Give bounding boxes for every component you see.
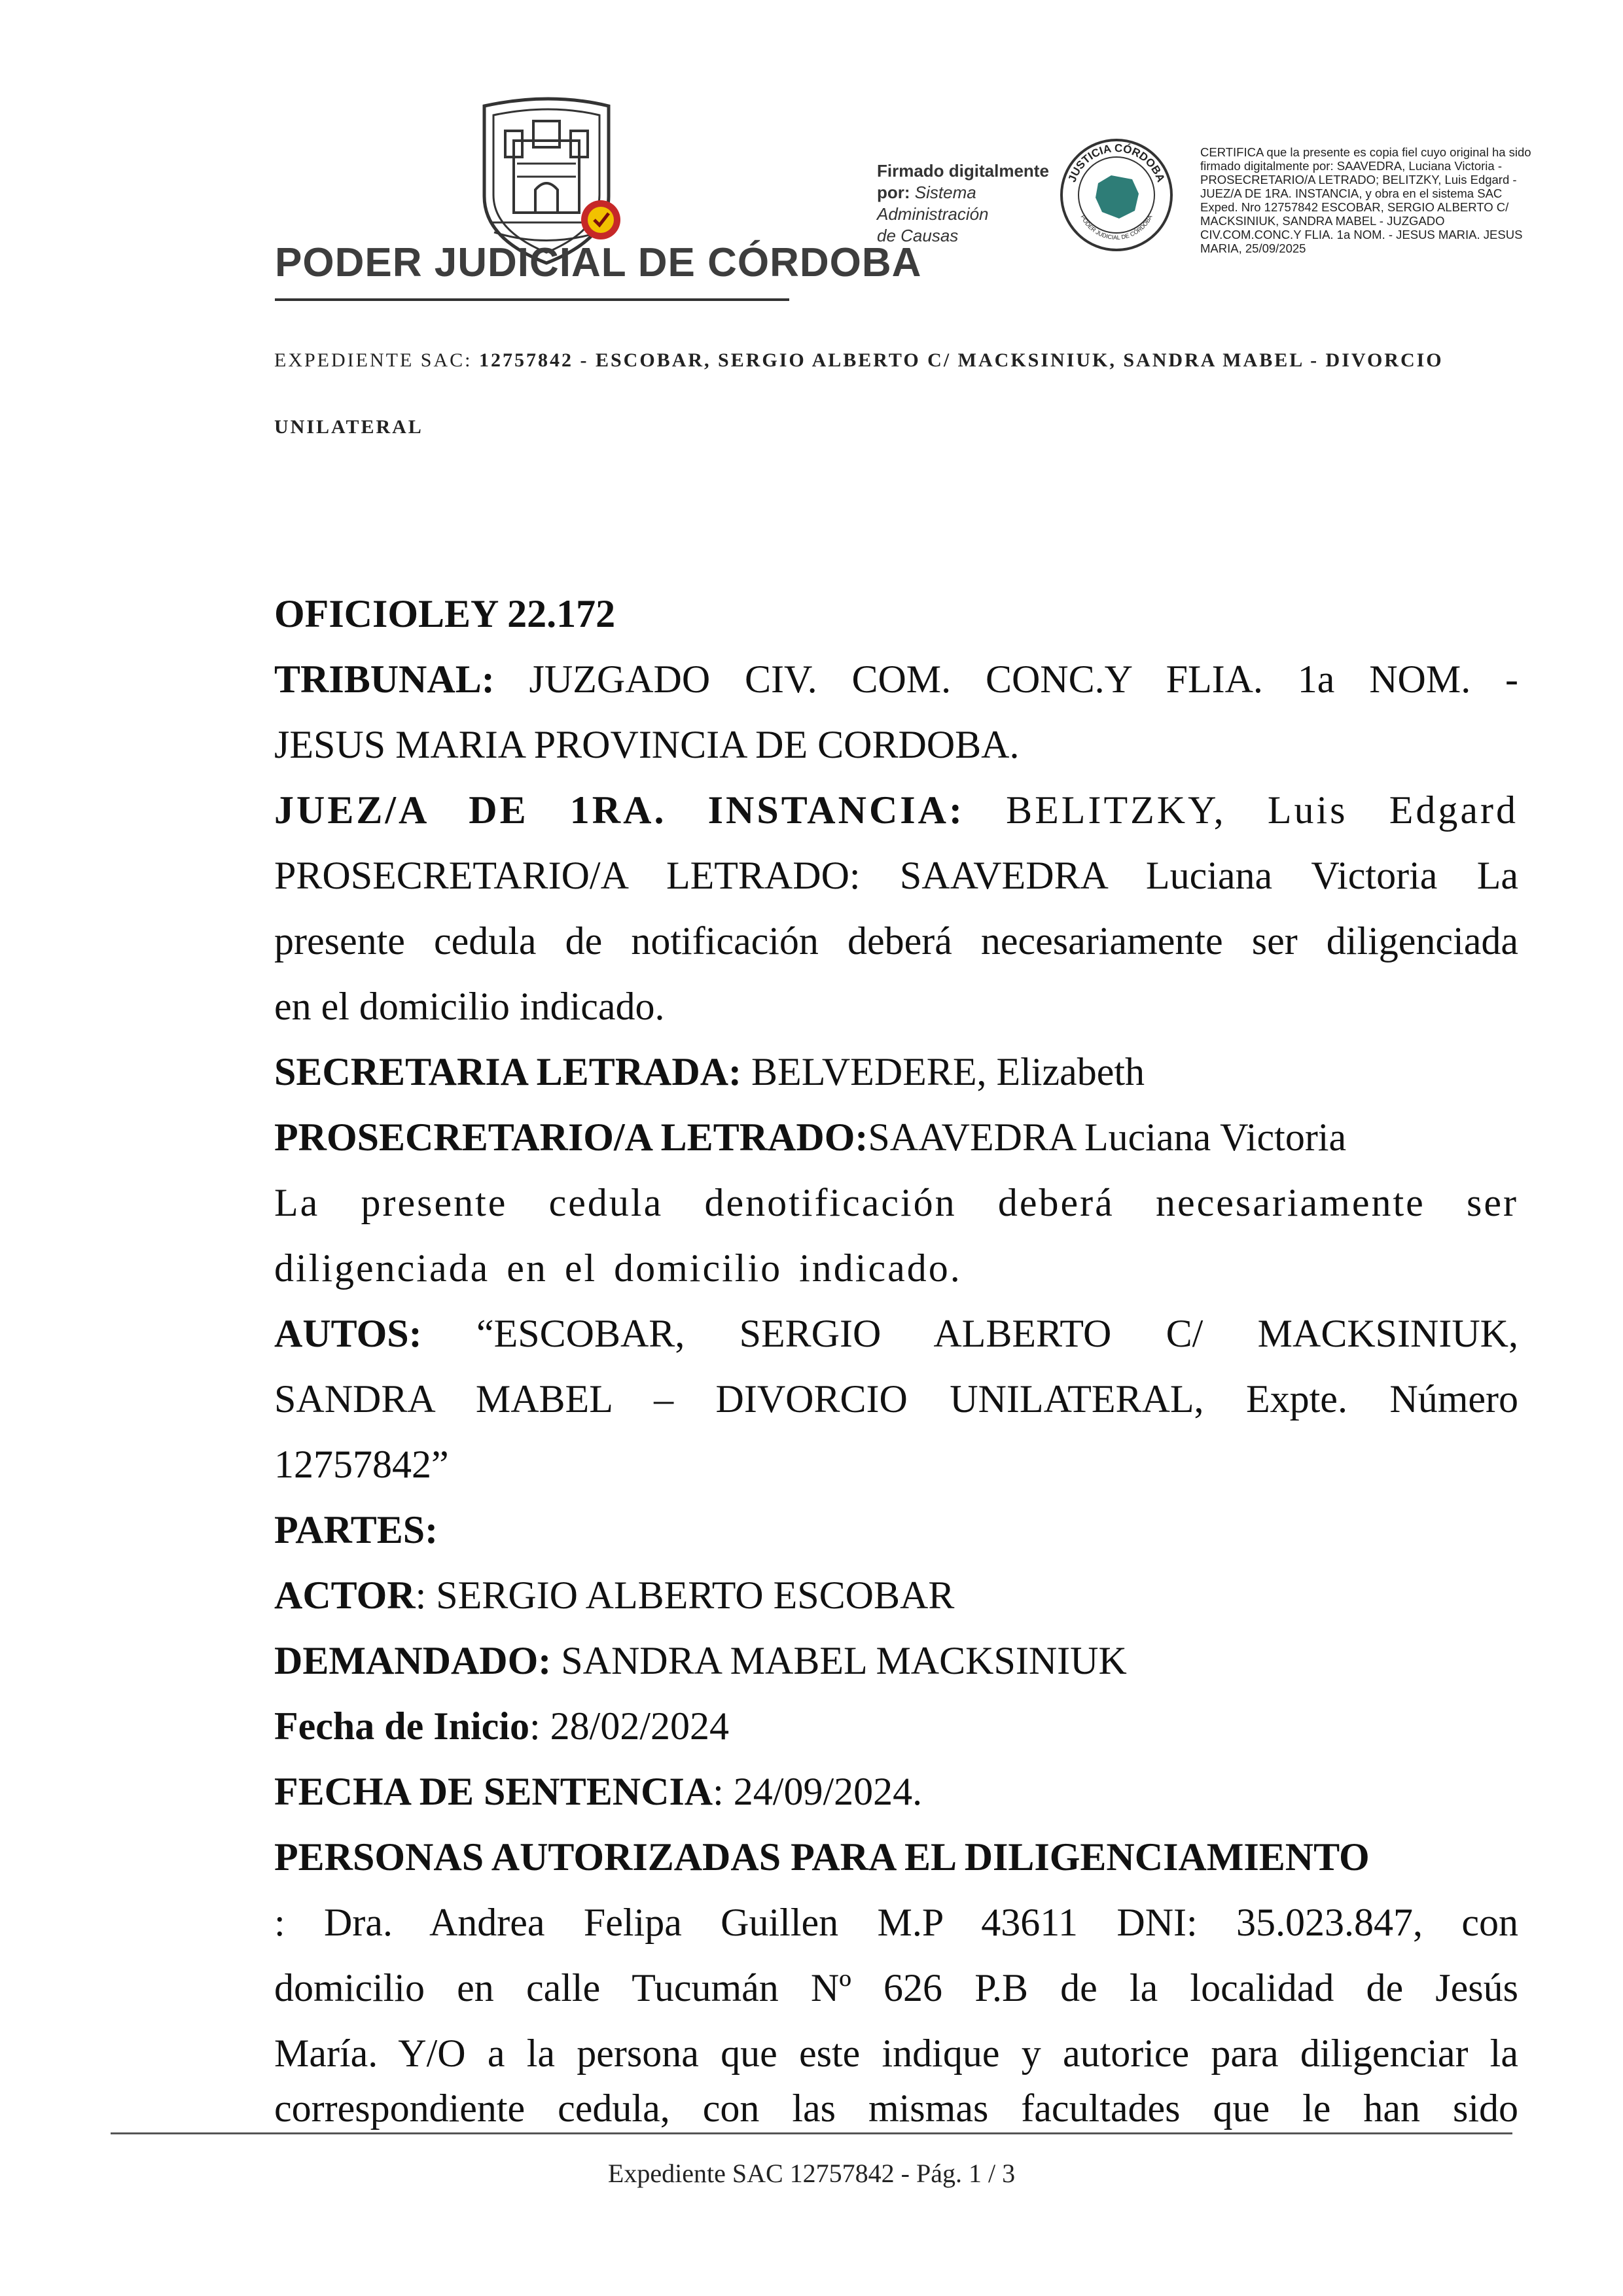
personas-line4: correspondiente cedula, con las mismas facultades que le han sido bbox=[274, 2087, 1518, 2130]
autos-value1: “ESCOBAR, SERGIO ALBERTO C/ MACKSINIUK, bbox=[476, 1312, 1518, 1355]
notice2-line1: La presente cedula denotificación deberá necesariamente ser bbox=[274, 1181, 1518, 1224]
notice2-line2: diligenciada en el domicilio indicado. bbox=[274, 1246, 962, 1290]
fecha-inicio-line bbox=[274, 1703, 1518, 1750]
justicia-cordoba-seal bbox=[1059, 137, 1174, 253]
secretaria-line bbox=[274, 1048, 1518, 1095]
signed-line3: Administración bbox=[877, 204, 989, 224]
signed-system: Sistema bbox=[914, 183, 976, 202]
seal-bottom-text: PODER JUDICIAL DE CÓRDOBA bbox=[1079, 214, 1154, 241]
personas-heading: PERSONAS AUTORIZADAS PARA EL DILIGENCIAMIENTO bbox=[274, 1835, 1370, 1879]
partes-heading: PARTES: bbox=[274, 1508, 438, 1551]
notice-line2: en el domicilio indicado. bbox=[274, 985, 665, 1028]
secretaria-value: BELVEDERE, Elizabeth bbox=[751, 1050, 1145, 1093]
digital-signature-label bbox=[877, 160, 1049, 247]
prosecretario-line: PROSECRETARIO/A LETRADO: SAAVEDRA Luciana Victoria La bbox=[274, 854, 1518, 897]
logo-divider bbox=[275, 298, 789, 301]
fecha-inicio-label: Fecha de Inicio bbox=[274, 1704, 529, 1748]
svg-text:PODER JUDICIAL DE CÓRDOBA bbox=[1079, 214, 1153, 241]
expediente-heading-cont bbox=[274, 416, 1518, 438]
expediente-label: EXPEDIENTE SAC: bbox=[274, 349, 473, 371]
personas-line2: domicilio en calle Tucumán Nº 626 P.B de la localidad de Jesús bbox=[274, 1966, 1518, 2009]
demandado-value: SANDRA MABEL MACKSINIUK bbox=[561, 1639, 1127, 1682]
tribunal-value-cont: JESUS MARIA PROVINCIA DE CORDOBA. bbox=[274, 723, 1020, 766]
certification-text: CERTIFICA que la presente es copia fiel cuyo original ha sido firmado digitalmente por: SAAVEDRA, Luciana Victoria - PROSECRETARIO/A LETRADO; BELITZKY, Luis Edgard - JUEZ/A DE 1RA. INSTANCIA, y obra en el sistema SAC Exped. Nro 12757842 ESCOBAR, SERGIO ALBERTO C/ MACKSINIUK, SANDRA MABEL - JUZGADO CIV.COM.CONC.Y FLIA. 1a NOM. - JESUS MARIA. JESUS MARIA, 25/09/2025 bbox=[1200, 145, 1531, 255]
demandado-label: DEMANDADO: bbox=[274, 1639, 552, 1682]
autos-line bbox=[274, 1310, 1518, 1357]
expediente-heading bbox=[274, 349, 1518, 372]
institution-name: PODER JUDICIAL DE CÓRDOBA bbox=[275, 240, 922, 285]
juez-label: JUEZ/A DE 1RA. INSTANCIA: bbox=[274, 788, 965, 832]
document-title: OFICIOLEY 22.172 bbox=[274, 592, 616, 635]
signed-line4: de Causas bbox=[877, 226, 959, 245]
page-footer: Expediente SAC 12757842 - Pág. 1 / 3 bbox=[607, 2159, 1016, 2188]
secretaria-label: SECRETARIA LETRADA: bbox=[274, 1050, 742, 1093]
tribunal-label: TRIBUNAL: bbox=[274, 658, 495, 701]
actor-line bbox=[274, 1572, 1518, 1619]
shield-crest-icon bbox=[484, 99, 609, 263]
prosecretario-value: SAAVEDRA Luciana Victoria bbox=[868, 1116, 1347, 1159]
demandado-line bbox=[274, 1637, 1518, 1684]
prosecretario-label: PROSECRETARIO/A LETRADO: bbox=[274, 1116, 868, 1159]
actor-label: ACTOR bbox=[274, 1574, 416, 1617]
prosecretario-line2 bbox=[274, 1114, 1518, 1161]
seal-top-text: JUSTICIA CÓRDOBA bbox=[1065, 141, 1168, 184]
actor-value: : SERGIO ALBERTO ESCOBAR bbox=[415, 1574, 955, 1617]
autos-label: AUTOS: bbox=[274, 1312, 422, 1355]
autos-line3: 12757842” bbox=[274, 1443, 449, 1486]
personas-line3: María. Y/O a la persona que este indique y autorice para diligenciar la bbox=[274, 2032, 1518, 2075]
fecha-sentencia-line bbox=[274, 1768, 1518, 1815]
tribunal-line bbox=[274, 656, 1518, 703]
personas-line1: : Dra. Andrea Felipa Guillen M.P 43611 DNI: 35.023.847, con bbox=[274, 1901, 1518, 1944]
signed-por: por: bbox=[877, 183, 910, 202]
tribunal-value: JUZGADO CIV. COM. CONC.Y FLIA. 1a NOM. - bbox=[529, 658, 1519, 701]
fecha-sentencia-label: FECHA DE SENTENCIA bbox=[274, 1770, 713, 1813]
fecha-sentencia-value: : 24/09/2024. bbox=[713, 1770, 923, 1813]
juez-value: BELITZKY, Luis Edgard bbox=[1006, 788, 1518, 832]
seal-badge-icon bbox=[581, 200, 620, 239]
notice-line1: presente cedula de notificación deberá necesariamente ser diligenciada bbox=[274, 919, 1518, 963]
fecha-inicio-value: : 28/02/2024 bbox=[529, 1704, 729, 1748]
expediente-title-line2: UNILATERAL bbox=[274, 416, 423, 438]
signed-line1: Firmado digitalmente bbox=[877, 161, 1049, 181]
province-map-icon bbox=[1096, 175, 1139, 219]
expediente-title-line1: 12757842 - ESCOBAR, SERGIO ALBERTO C/ MACKSINIUK, SANDRA MABEL - DIVORCIO bbox=[479, 349, 1444, 371]
footer-divider bbox=[111, 2132, 1512, 2134]
autos-line2: SANDRA MABEL – DIVORCIO UNILATERAL, Expte. Número bbox=[274, 1377, 1518, 1421]
juez-line bbox=[274, 786, 1518, 834]
